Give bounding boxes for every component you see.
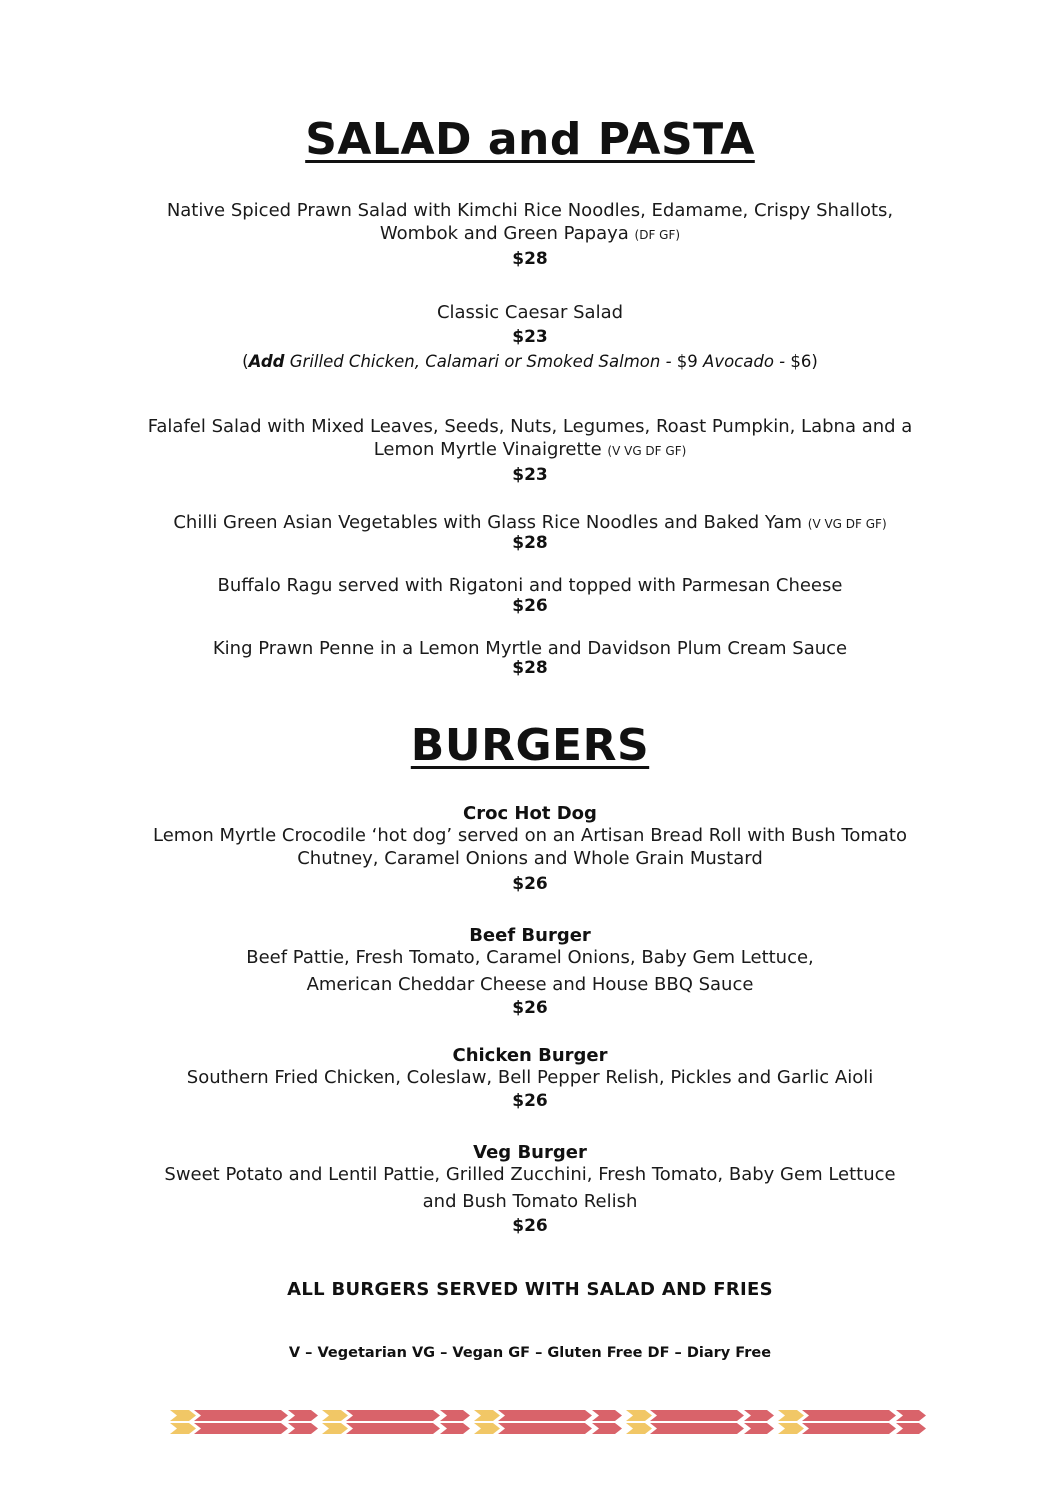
border-arrow-red [346, 1410, 440, 1421]
menu-item-king-prawn-penne: King Prawn Penne in a Lemon Myrtle and Davidson Plum Cream Sauce [212, 638, 848, 659]
item-name: Beef Burger [469, 925, 591, 946]
border-chevron-yellow [322, 1410, 348, 1421]
item-price: $26 [512, 1091, 548, 1111]
border-chevron-yellow [626, 1410, 652, 1421]
border-chevron-yellow [778, 1410, 804, 1421]
section-title-salad-pasta: SALAD and PASTA [305, 114, 755, 165]
border-arrow-red [802, 1410, 896, 1421]
dietary-legend: V – Vegetarian VG – Vegan GF – Gluten Free DF – Diary Free [288, 1345, 772, 1361]
item-price: $28 [512, 533, 548, 553]
border-arrow-red [194, 1423, 288, 1434]
dietary-tags: (V VG DF GF) [607, 444, 687, 458]
border-chevron-yellow [778, 1423, 804, 1434]
border-chevron-yellow [170, 1423, 196, 1434]
border-arrow-red [498, 1410, 592, 1421]
item-name: Croc Hot Dog [463, 803, 597, 824]
burgers-note: ALL BURGERS SERVED WITH SALAD AND FRIES [287, 1279, 773, 1300]
border-arrow-red [498, 1423, 592, 1434]
item-price: $26 [512, 874, 548, 894]
border-chevron-yellow [626, 1423, 652, 1434]
menu-item-beef-burger [0, 944, 1060, 998]
item-price: $26 [512, 1216, 548, 1236]
dietary-tags: (DF GF) [634, 228, 681, 242]
border-chevron-red [592, 1410, 622, 1421]
item-price: $28 [512, 658, 548, 678]
item-description: Sweet Potato and Lentil Pattie, Grilled Zucchini, Fresh Tomato, Baby Gem Lettuce [164, 1164, 896, 1185]
item-description: Chutney, Caramel Onions and Whole Grain Mustard [297, 848, 763, 869]
border-chevron-red [288, 1410, 318, 1421]
border-arrow-red [346, 1423, 440, 1434]
menu-item-buffalo-ragu: Buffalo Ragu served with Rigatoni and topped with Parmesan Cheese [217, 575, 843, 596]
border-arrow-red [650, 1410, 744, 1421]
section-title-burgers: BURGERS [410, 720, 650, 771]
border-chevron-red [440, 1410, 470, 1421]
border-chevron-yellow [170, 1410, 196, 1421]
border-chevron-yellow [322, 1423, 348, 1434]
menu-item-croc-hot-dog [0, 824, 1060, 870]
border-arrow-red [802, 1423, 896, 1434]
item-price: $23 [512, 327, 548, 347]
item-price: $28 [512, 249, 548, 269]
border-chevron-red [896, 1410, 926, 1421]
item-name: Chicken Burger [452, 1045, 608, 1066]
border-chevron-red [440, 1423, 470, 1434]
item-description: Lemon Myrtle Crocodile ‘hot dog’ served on an Artisan Bread Roll with Bush Tomato [153, 825, 907, 846]
border-arrow-red [194, 1410, 288, 1421]
border-chevron-yellow [474, 1410, 500, 1421]
addon-note: (Add Grilled Chicken, Calamari or Smoked Salmon - $9 Avocado - $6) [242, 352, 818, 371]
item-description: Chilli Green Asian Vegetables with Glass Rice Noodles and Baked Yam [173, 512, 803, 533]
menu-item-chicken-burger: Southern Fried Chicken, Coleslaw, Bell Pepper Relish, Pickles and Garlic Aioli [186, 1067, 874, 1088]
item-description: Wombok and Green Papaya [379, 223, 629, 244]
item-price: $23 [512, 465, 548, 485]
item-description: Beef Pattie, Fresh Tomato, Caramel Onions, Baby Gem Lettuce, [246, 947, 814, 968]
border-chevron-red [592, 1423, 622, 1434]
item-description: Lemon Myrtle Vinaigrette [373, 439, 602, 460]
border-arrow-red [650, 1423, 744, 1434]
menu-item-veg-burger [0, 1161, 1060, 1215]
dietary-tags: (V VG DF GF) [807, 517, 887, 531]
border-chevron-red [896, 1423, 926, 1434]
item-description: Native Spiced Prawn Salad with Kimchi Rice Noodles, Edamame, Crispy Shallots, [166, 200, 894, 221]
border-chevron-red [288, 1423, 318, 1434]
item-description: Falafel Salad with Mixed Leaves, Seeds, Nuts, Legumes, Roast Pumpkin, Labna and a [147, 416, 913, 437]
item-description: and Bush Tomato Relish [422, 1191, 638, 1212]
decorative-border [170, 1410, 932, 1436]
item-price: $26 [512, 998, 548, 1018]
item-price: $26 [512, 596, 548, 616]
border-chevron-red [744, 1410, 774, 1421]
menu-item-falafel-salad [0, 415, 1060, 463]
border-chevron-yellow [474, 1423, 500, 1434]
item-name: Veg Burger [473, 1142, 587, 1163]
item-description: American Cheddar Cheese and House BBQ Sauce [306, 974, 754, 995]
menu-item-caesar-salad: Classic Caesar Salad [436, 302, 624, 323]
menu-item-prawn-salad [0, 199, 1060, 247]
border-chevron-red [744, 1423, 774, 1434]
